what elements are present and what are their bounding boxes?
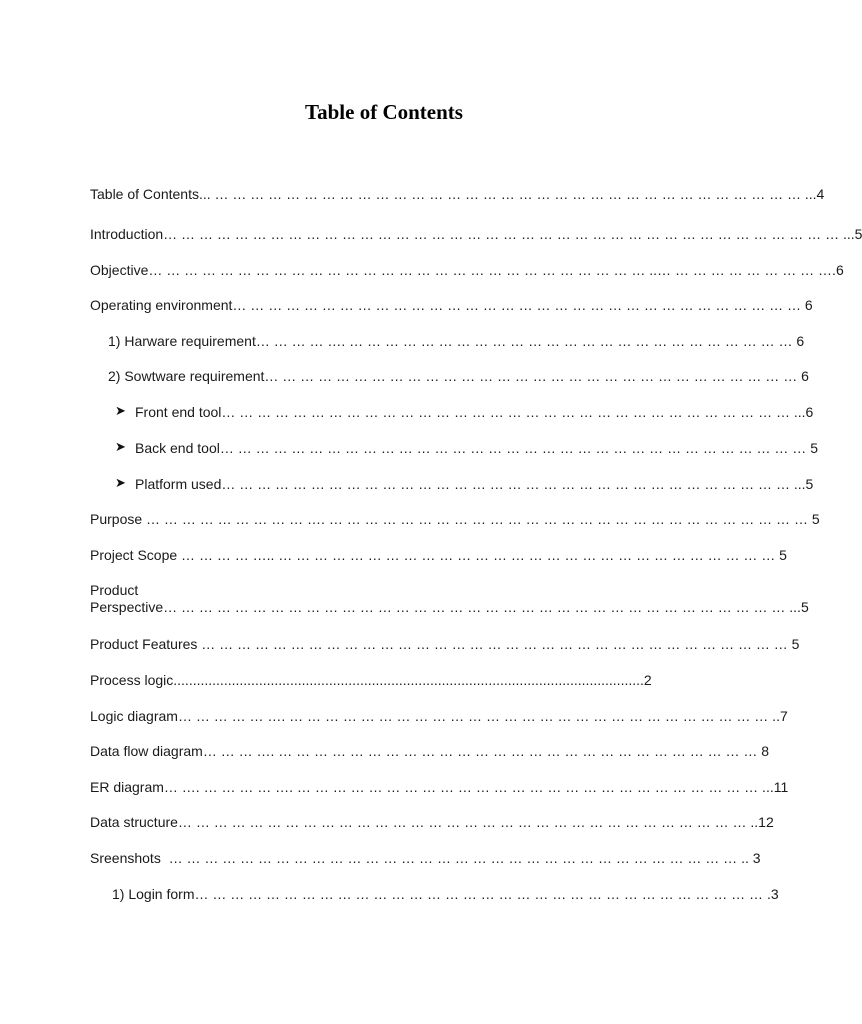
toc-entry-first-line: Product (90, 582, 139, 598)
toc-entry (90, 741, 770, 761)
toc-entry (90, 634, 800, 654)
toc-subentry (108, 331, 805, 351)
toc-entry (90, 260, 844, 280)
toc-entry-text: Objective… … … … … … … … … … … … … … … … … … … … … … … … … … … … ..… … … … … … … … … ….6 (90, 262, 844, 278)
toc-entry (90, 545, 787, 565)
toc-subentry (112, 884, 779, 904)
toc-entry (90, 812, 774, 832)
arrow-bullet-icon: ➤ (115, 404, 126, 419)
toc-entry-text: Process logic.........................................................................................................................2 (90, 672, 652, 688)
toc-entry-text: Product Features … … … … … … … … … … … … … … … … … … … … … … … … … … … … … … … … … 5 (90, 636, 800, 652)
toc-entry-text: Back end tool… … … … … … … … … … … … … … … … … … … … … … … … … … … … … … … … … 5 (135, 440, 818, 456)
toc-entry-text: Data flow diagram… … … …. … … … … … … … … … … … … … … … … … … … … … … … … … … … 8 (90, 743, 770, 759)
toc-entry (90, 777, 789, 797)
toc-entry-text: 1) Harware requirement… … … … …. … … … … … … … … … … … … … … … … … … … … … … … … … 6 (108, 333, 805, 349)
toc-entry-text: Platform used… … … … … … … … … … … … … … … … … … … … … … … … … … … … … … … … ...5 (135, 476, 814, 492)
toc-entry-text: Purpose … … … … … … … … … …. … … … … … … … … … … … … … … … … … … … … … … … … … … … 5 (90, 511, 820, 527)
toc-entry (90, 706, 788, 726)
page-title: Table of Contents (305, 100, 463, 124)
arrow-bullet-icon: ➤ (115, 440, 126, 455)
toc-entry-text: 1) Login form… … … … … … … … … … … … … … … … … … … … … … … … … … … … … … … … .3 (112, 886, 779, 902)
toc-entry-text: Data structure… … … … … … … … … … … … … … … … … … … … … … … … … … … … … … … … ..12 (90, 814, 774, 830)
toc-entry-text: 2) Sowtware requirement… … … … … … … … … … … … … … … … … … … … … … … … … … … … … … 6 (108, 368, 809, 384)
toc-entry-text: Sreenshots … … … … … … … … … … … … … … … … … … … … … … … … … … … … … … … … .. 3 (90, 850, 761, 866)
toc-bullet-entry (135, 474, 814, 494)
toc-entry-text: ER diagram… …. … … … … …. … … … … … … … … … … … … … … … … … … … … … … … … … … ...11 (90, 779, 789, 795)
toc-entry-text: Front end tool… … … … … … … … … … … … … … … … … … … … … … … … … … … … … … … … ...6 (135, 404, 814, 420)
arrow-bullet-icon: ➤ (115, 476, 126, 491)
toc-entry (90, 184, 825, 204)
toc-entry (90, 848, 761, 868)
toc-bullet-entry (135, 438, 818, 458)
toc-entry (90, 597, 809, 617)
toc-entry (90, 670, 690, 690)
toc-entry-text: Logic diagram… … … … … …. … … … … … … … … … … … … … … … … … … … … … … … … … … … ..7 (90, 708, 788, 724)
toc-entry (90, 509, 820, 529)
toc-bullet-entry (135, 402, 814, 422)
toc-entry-text: Introduction… … … … … … … … … … … … … … … … … … … … … … … … … … … … … … … … … … … … … … ...5 (90, 226, 862, 242)
toc-entry (90, 295, 813, 315)
toc-entry (90, 224, 862, 244)
toc-entry-text: Project Scope … … … … ….. … … … … … … … … … … … … … … … … … … … … … … … … … … … … 5 (90, 547, 787, 563)
toc-entry-text: Table of Contents... … … … … … … … … … … … … … … … … … … … … … … … … … … … … … … … … … ...4 (90, 186, 825, 202)
toc-entry-text: Operating environment… … … … … … … … … … … … … … … … … … … … … … … … … … … … … … … … 6 (90, 297, 813, 313)
toc-subentry (108, 366, 809, 386)
toc-entry-text: Perspective… … … … … … … … … … … … … … … … … … … … … … … … … … … … … … … … … … … ...5 (90, 599, 809, 615)
